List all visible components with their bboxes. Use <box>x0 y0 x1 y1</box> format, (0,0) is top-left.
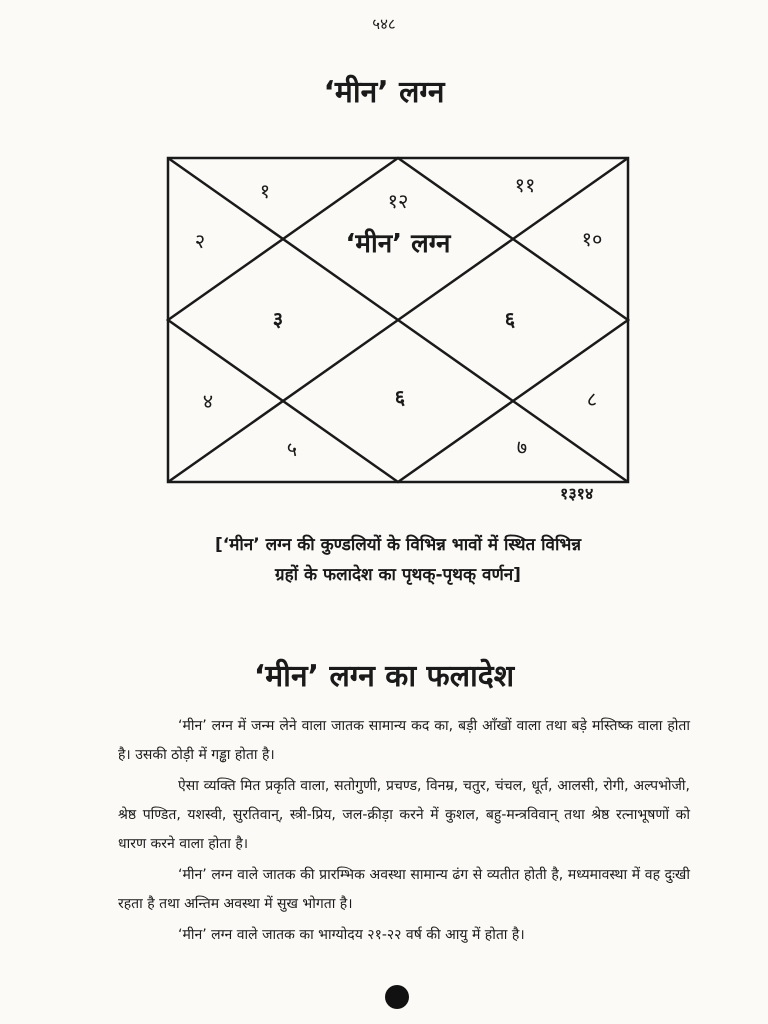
house-2-number: २ <box>194 229 206 253</box>
bracket-note <box>108 530 688 590</box>
house-5-number: ५ <box>286 437 298 461</box>
body-text <box>118 712 690 952</box>
house-9-number: ६ <box>504 307 516 331</box>
house-7-number: ७ <box>516 435 528 459</box>
paragraph-3: ‘मीन’ लग्न वाले जातक की प्रारम्भिक अवस्था सामान्य ढंग से व्यतीत होती है, मध्यमावस्था में वह दुःखी रहता है तथा अन्तिम अवस्था में सुख भोगता है। <box>118 867 690 912</box>
chart-title: ‘मीन’ लग्न <box>323 75 445 110</box>
bracket-note-line-2: ग्रहों के फलादेश का पृथक्-पृथक् वर्णन] <box>275 565 521 585</box>
end-dot-ornament <box>385 985 409 1009</box>
house-8-number: ८ <box>586 387 598 411</box>
page-number: ५४८ <box>372 15 396 33</box>
kundli-chart <box>160 150 636 486</box>
phala-heading: ‘मीन’ लग्न का फलादेश <box>253 659 515 694</box>
bracket-note-line-1: [‘मीन’ लग्न की कुण्डलियों के विभिन्न भावों में स्थित विभिन्न <box>214 535 582 555</box>
chart-center-label: ‘मीन’ लग्न <box>345 229 451 259</box>
house-6-number: ६ <box>394 385 406 409</box>
house-4-number: ४ <box>202 389 214 413</box>
paragraph-4: ‘मीन’ लग्न वाले जातक का भाग्योदय २१-२२ वर्ष की आयु में होता है। <box>178 927 525 943</box>
house-11-number: ११ <box>514 173 536 197</box>
house-12-number: १२ <box>387 189 409 213</box>
chart-code: १३१४ <box>560 484 594 503</box>
paragraph-2: ऐसा व्यक्ति मित प्रकृति वाला, सतोगुणी, प्रचण्ड, विनम्र, चतुर, चंचल, धूर्त, आलसी, रोगी, अल्पभोजी, श्रेष्ठ पण्डित, यशस्वी, सुरतिवान्, स्त्री-प्रिय, जल-क्रीड़ा करने में कुशल, बहु-मन्त्रविवान् तथा श्रेष्ठ रत्नाभूषणों को धारण करने वाला होता है। <box>118 778 690 852</box>
paragraph-1: ‘मीन’ लग्न में जन्म लेने वाला जातक सामान्य कद का, बड़ी आँखों वाला तथा बड़े मस्तिष्क वाला होता है। उसकी ठोड़ी में गड्ढा होता है। <box>118 718 690 763</box>
house-1-number: १ <box>259 179 271 203</box>
house-3-number: ३ <box>272 307 284 331</box>
house-10-number: १० <box>581 227 603 251</box>
